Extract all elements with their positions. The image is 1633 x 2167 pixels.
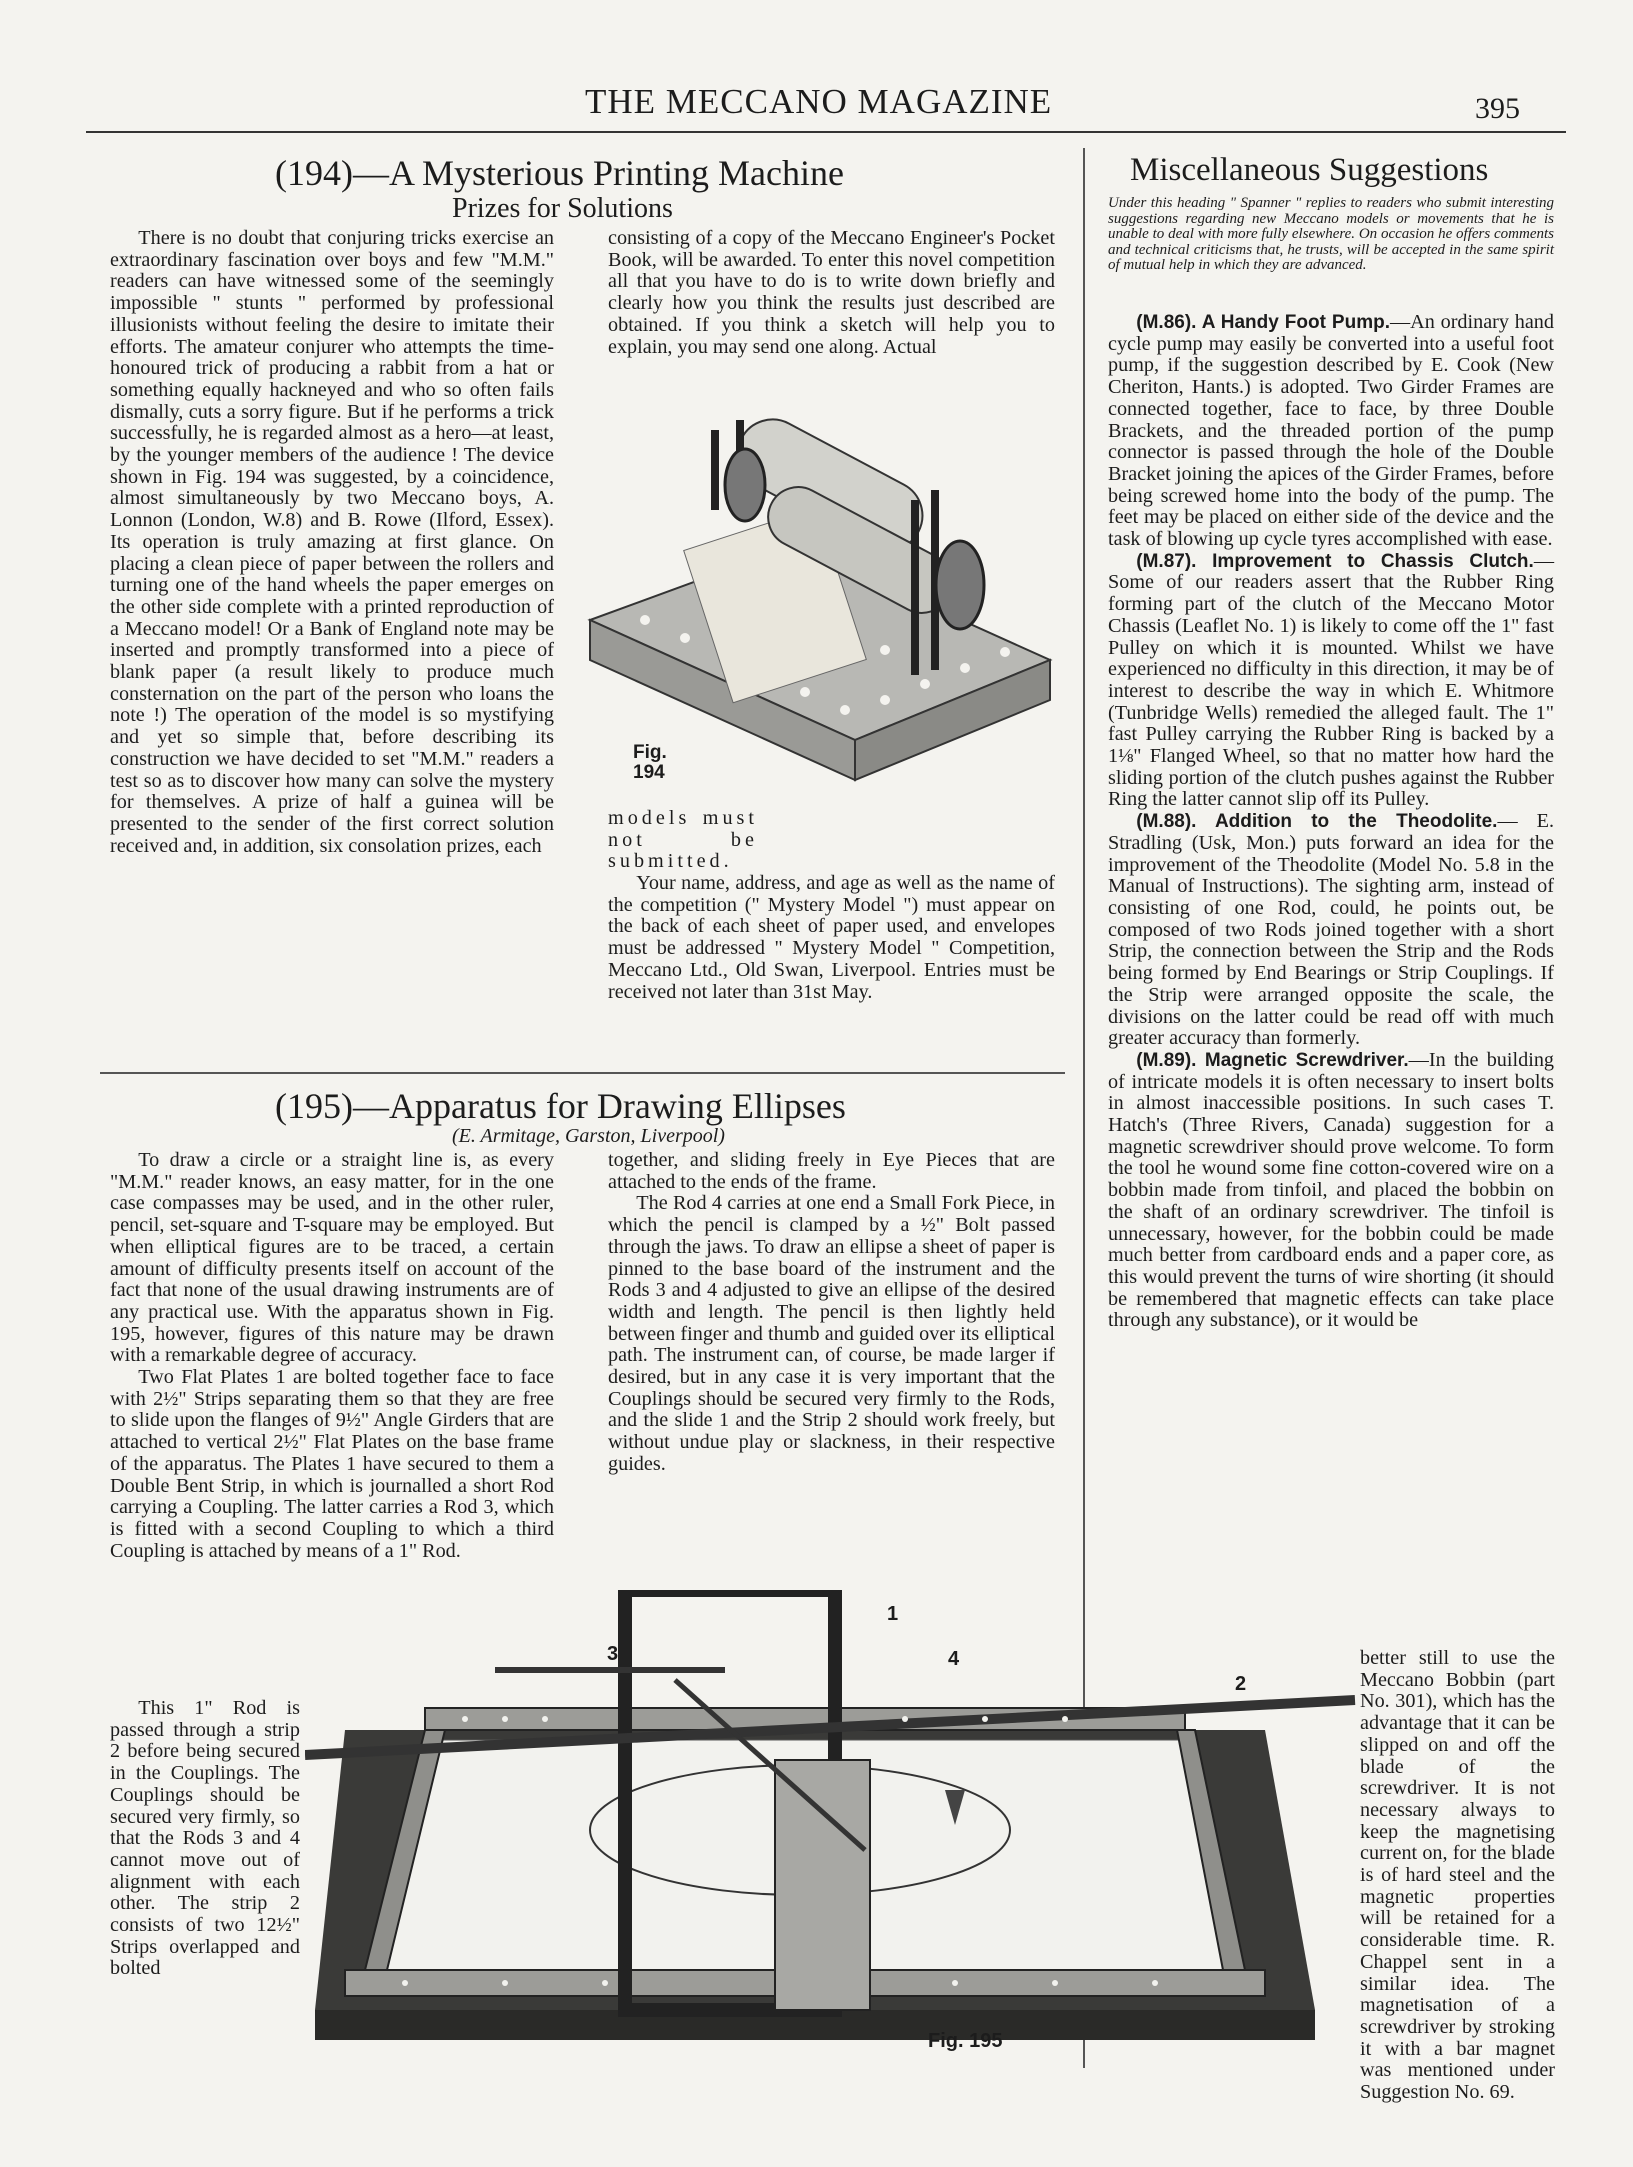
figure-194-caption: Fig. 194 (633, 742, 667, 783)
article-194-subtitle: Prizes for Solutions (452, 193, 673, 224)
article-194-column-2-middle: models must not be submitted. (608, 807, 758, 873)
suggestion-m89 (1108, 1050, 1554, 1332)
suggestion-m86-heading: (M.86). A Handy Foot Pump. (1136, 312, 1390, 333)
article-194-column-2-top: consisting of a copy of the Meccano Engineer's Pocket Book, will be awarded. To enter this novel competition all that you have to do is to write down briefly and clearly how you think the results just described are obtained. If you think a sketch will help you to explain, you may send one along. Actual (608, 227, 1055, 358)
suggestion-m88 (1108, 811, 1554, 1050)
article-194-column-2-bottom: Your name, address, and age as well as the name of the competition (" Mystery Model ") must appear on the back of each sheet of paper used, and envelopes must be addressed " Mystery Model " Competition, Meccano Ltd., Old Swan, Liverpool. Entries must be received not later than 31st May. (608, 872, 1055, 1003)
header-rule (86, 131, 1566, 133)
suggestion-m88-heading: (M.88). Addition to the Theodolite. (1136, 811, 1498, 833)
article-195-column-1 (110, 1150, 554, 1562)
magazine-title: THE MECCANO MAGAZINE (585, 82, 1053, 121)
figure-195-ellipse-apparatus (305, 1590, 1365, 2060)
article-195-column-2 (608, 1150, 1055, 1476)
suggestion-m89-body: —In the building of intricate models it is often necessary to insert bolts in almost inaccessible positions. In such cases T. Hatch's (Three Rivers, Canada) suggestion for a magnetic screwdriver should prove welcome. To form the tool he wound some fine cotton-covered wire on a bobbin made from tinfoil, and placed the bobbin on the shaft of an ordinary screwdriver. The tinfoil is unnecessary, however, for the bobbin could be made much better from cardboard ends and a paper core, as this would prevent the turns of wire shorting (it should be remembered that magnetic effects can take place through any substance), or it would be (1108, 1048, 1555, 1332)
callout-3: 3 (607, 1643, 619, 1665)
page-number: 395 (1475, 92, 1520, 125)
article-195-col1-paragraph-2: Two Flat Plates 1 are bolted together face to face with 2½" Strips separating them so that they are free to slide upon the flanges of 9½" Angle Girders that are attached to vertical 2½" Flat Plates on the base frame of the apparatus. The Plates 1 have secured to them a Double Bent Strip, in which is journalled a short Rod carrying a Coupling. The latter carries a Rod 3, which is fitted with a second Coupling to which a third Coupling is attached by means of a 1" Rod. (110, 1366, 554, 1562)
article-195-title: (195)—Apparatus for Drawing Ellipses (275, 1086, 846, 1126)
callout-2: 2 (1235, 1673, 1247, 1695)
suggestion-m86 (1108, 312, 1554, 551)
suggestion-m87 (1108, 551, 1554, 811)
article-195-credit: (E. Armitage, Garston, Liverpool) (452, 1125, 725, 1147)
callout-4: 4 (948, 1648, 960, 1670)
suggestion-m86-body: —An ordinary hand cycle pump may easily be converted into a useful foot pump, if the suggestion described by E. Cook (New Cheriton, Hants.) is adopted. Two Girder Frames are connected together, face to face, by three Double Brackets, and the threaded portion of the pump connector is passed through the hole of the Double Bracket joining the apices of the Girder Frames, before being screwed home into the body of the pump. The feet may be placed on either side of the device and the task of blowing up cycle tyres accomplished with ease. (1108, 311, 1554, 551)
article-194-column-1: There is no doubt that conjuring tricks exercise an extraordinary fascination over boys and few "M.M." readers can have witnessed some of the seemingly impossible " stunts " performed by professional illusionists without feeling the desire to imitate their efforts. The amateur conjurer who attempts the time-honoured trick of producing a rabbit from a hat or something equally hackneyed and who so often fails dismally, cuts a sorry figure. But if he performs a trick successfully, he is regarded almost as a hero—at least, by the younger members of the audience ! The device shown in Fig. 194 was suggested, by a coincidence, almost simultaneously by two Meccano boys, A. Lonnon (London, W.8) and B. Rowe (Ilford, Essex). Its operation is truly amazing at first glance. On placing a clean piece of paper between the rollers and turning one of the hand wheels the paper emerges on the other side complete with a printed reproduction of a Meccano model! Or a Bank of England note may be inserted and promptly transformed into a piece of blank paper (a result likely to produce much consternation on the part of the person who loans the note !) The operation of the model is so mystifying and yet so simple that, before describing its construction we have decided to set "M.M." readers a test so as to discover how many can solve the mystery for themselves. A prize of half a guinea will be presented to the sender of the first correct solution received and, in addition, six consolation prizes, each (110, 227, 554, 857)
misc-intro-note: Under this heading " Spanner " replies to readers who submit interesting suggestions regarding new Meccano models or movements that he is unable to deal with more fully elsewhere. On occasion he offers comments and technical criticisms that, he trusts, will be accepted in the same spirit of mutual help in which they are advanced. (1108, 195, 1554, 274)
suggestion-m89-heading: (M.89). Magnetic Screwdriver. (1136, 1049, 1409, 1071)
suggestion-m88-body: — E. Stradling (Usk, Mon.) puts forward an idea for the improvement of the Theodolite (Model No. 5.8 in the Manual of Instructions). The sighting arm, instead of consisting of one Rod, could, he points out, be composed of two Rods joined together with a short Strip, the connection between the Strip and the Rods being formed by End Bearings or Strip Couplings. If the Strip were arranged opposite the scale, the divisions on the latter could be read off with much greater accuracy than formerly. (1108, 810, 1554, 1050)
callout-1: 1 (887, 1603, 899, 1625)
suggestion-m87-heading: (M.87). Improvement to Chassis Clutch. (1136, 550, 1534, 572)
article-195-col2-paragraph-2: The Rod 4 carries at one end a Small Fork Piece, in which the pencil is clamped by a ½" Bolt passed through the jaws. To draw an ellipse a sheet of paper is pinned to the base board of the instrument and the Rods 3 and 4 adjusted to give an ellipse of the desired width and length. The pencil is then lightly held between finger and thumb and guided over its elliptical path. The instrument can, of course, be made larger if desired, but in any case it is very important that the Couplings should be secured very firmly to the Rods, and the slide 1 and the Strip 2 should work freely, but without undue play or slackness, in their respective guides. (608, 1192, 1055, 1475)
figure-195-caption: Fig. 195 (928, 2030, 1003, 2052)
suggestion-m89-continued: better still to use the Meccano Bobbin (part No. 301), which has the advantage that it can be slipped on and off the blade of the screwdriver. It is not necessary always to keep the magnetising current on, for the blade is of hard steel and the magnetic properties will be retained for a considerable time. R. Chappel sent in a similar idea. The magnetisation of a screwdriver by stroking it with a bar magnet was mentioned under Suggestion No. 69. (1360, 1647, 1555, 2104)
article-195-col1-paragraph-1: To draw a circle or a straight line is, as every "M.M." reader knows, an easy matter, for in the one case compasses may be used, and in the other ruler, pencil, set-square and T-square may be employed. But when elliptical figures are to be traced, a certain amount of difficulty presents itself on account of the fact that none of the usual drawing instruments are of any practical use. With the apparatus shown in Fig. 195, however, figures of this nature may be drawn with a remarkable degree of accuracy. (110, 1149, 554, 1367)
section-divider (100, 1072, 1065, 1074)
article-195-column-1-narrow: This 1" Rod is passed through a strip 2 before being secured in the Couplings. The Couplings should be secured very firmly, so that the Rods 3 and 4 cannot move out of alignment with each other. The strip 2 consists of two 12½" Strips overlapped and bolted (110, 1697, 300, 1980)
article-195-col2-paragraph-1: together, and sliding freely in Eye Pieces that are attached to the ends of the frame. (608, 1149, 1055, 1193)
misc-items-upper (1108, 312, 1554, 1332)
suggestion-m87-body: —Some of our readers assert that the Rubber Ring forming part of the clutch of the Meccano Motor Chassis (Leaflet No. 1) is likely to come off the 1" fast Pulley on which it is mounted. Whilst we have experienced no difficulty in this direction, it may be of interest to describe the way in which E. Whitmore (Tunbridge Wells) remedied the alleged fault. The 1" fast Pulley carrying the Rubber Ring is backed by a 1⅛" Flanged Wheel, so that no matter how hard the sliding portion of the clutch pushes against the Rubber Ring the latter cannot slip off its Pulley. (1108, 549, 1554, 811)
article-194-title: (194)—A Mysterious Printing Machine (275, 153, 844, 193)
misc-title: Miscellaneous Suggestions (1130, 152, 1489, 188)
